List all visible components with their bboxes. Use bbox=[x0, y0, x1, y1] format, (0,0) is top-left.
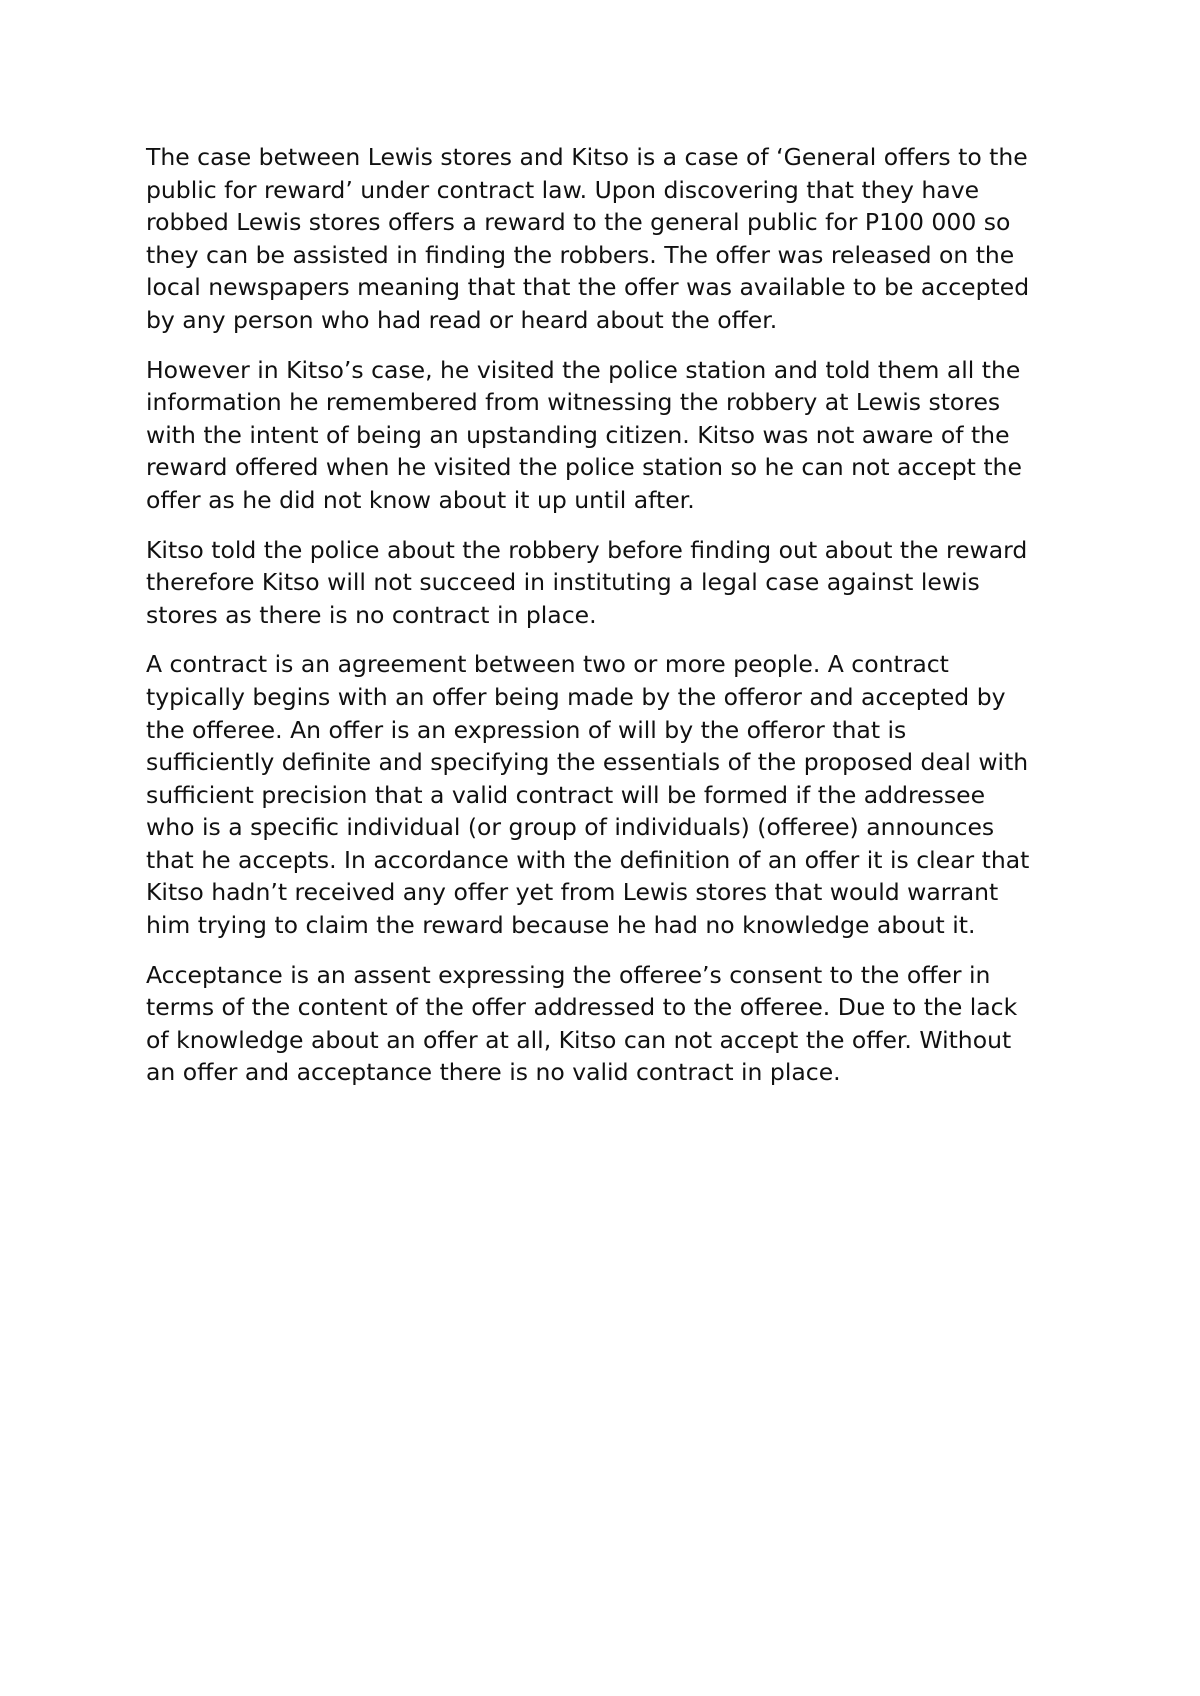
paragraph-2: However in Kitso’s case, he visited the police station and told them all the information he remembered from witnessing the robbery at Lewis stores with the intent of being an upstanding citizen. Kitso was not aware of the reward offered when he visited the police station so he can not accept the offer as he did not know about it up until after. bbox=[146, 355, 1022, 514]
paragraph-4: A contract is an agreement between two or more people. A contract typically begins with an offer being made by the offeror and accepted by the offeree. An offer is an expression of will by the offeror that is sufficiently definite and specifying the essentials of the proposed deal with sufficient precision that a valid contract will be formed if the addressee who is a specific individual (or group of individuals) (offeree) announces that he accepts. In accordance with the definition of an offer it is clear that Kitso hadn’t received any offer yet from Lewis stores that would warrant him trying to claim the reward because he had no knowledge about it. bbox=[146, 650, 1030, 940]
document-body bbox=[146, 141, 1076, 1106]
paragraph-1: The case between Lewis stores and Kitso is a case of ‘General offers to the public for reward’ under contract law. Upon discovering that they have robbed Lewis stores offers a reward to the general public for P100 000 so they can be assisted in finding the robbers. The offer was released on the local newspapers meaning that that the offer was available to be accepted by any person who had read or heard about the offer. bbox=[146, 143, 1030, 334]
paragraph-3: Kitso told the police about the robbery before finding out about the reward therefore Kitso will not succeed in instituting a legal case against lewis stores as there is no contract in place. bbox=[146, 535, 1028, 629]
paragraph-5: Acceptance is an assent expressing the offeree’s consent to the offer in terms of the content of the offer addressed to the offeree. Due to the lack of knowledge about an offer at all, Kitso can not accept the offer. Without an offer and acceptance there is no valid contract in place. bbox=[146, 960, 1018, 1087]
